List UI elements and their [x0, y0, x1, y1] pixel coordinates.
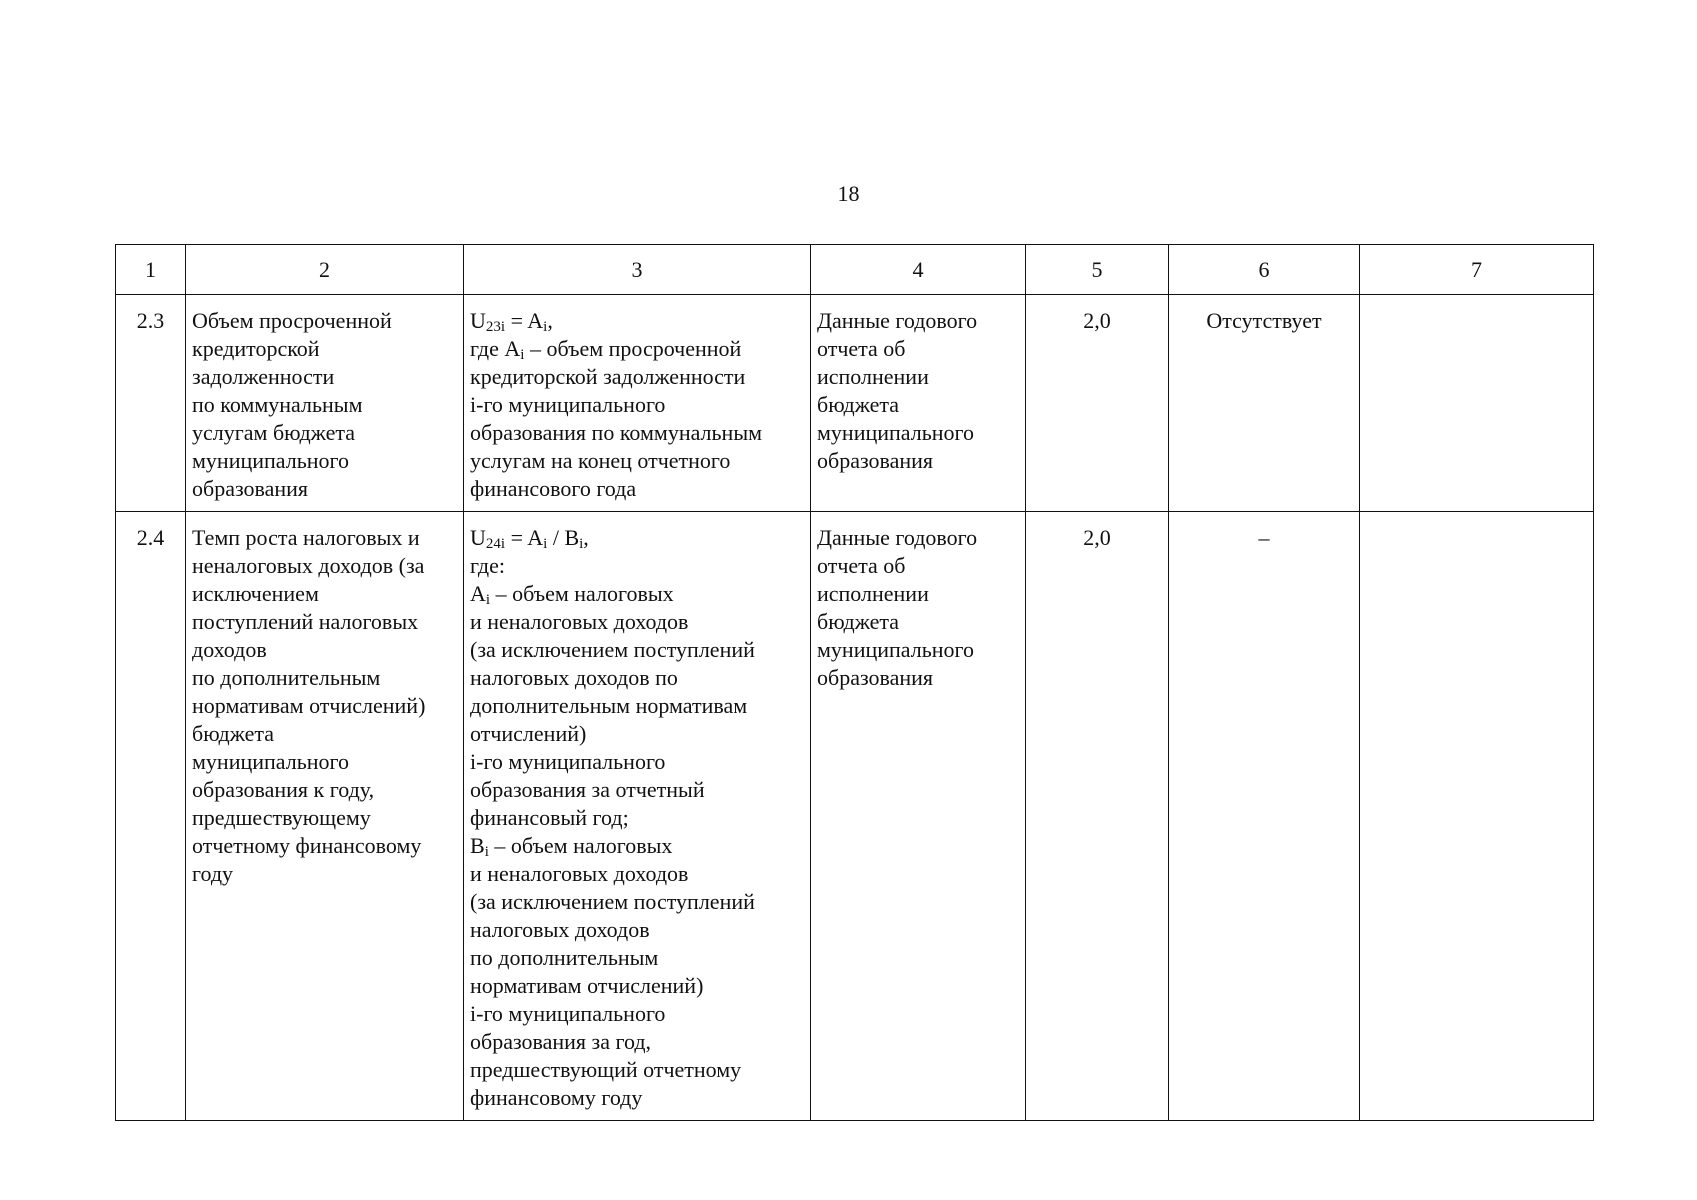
- text-line: кредиторской: [192, 336, 320, 361]
- text-line: поступлений налоговых: [192, 609, 419, 634]
- formula-symbol: B: [470, 833, 485, 858]
- formula-symbol: = A: [505, 525, 544, 550]
- header-cell-5: 5: [1026, 245, 1169, 295]
- formula-punct: ,: [583, 525, 589, 550]
- text-line: Темп роста налоговых и: [192, 525, 420, 550]
- column-7-value: [1360, 295, 1594, 512]
- formula-subscript: 24i: [485, 536, 506, 552]
- text-line: образования по коммунальным: [470, 420, 763, 445]
- text-line: исключением: [192, 581, 319, 606]
- text-line: отчетному финансовому: [192, 833, 422, 858]
- formula-subscript: i: [543, 319, 548, 335]
- text-line: услугам на конец отчетного: [470, 448, 731, 473]
- text-line: предшествующему: [192, 805, 371, 830]
- text-line: году: [192, 861, 234, 886]
- text-line: образования: [192, 476, 309, 501]
- text-line: образования к году,: [192, 777, 375, 802]
- formula-subscript: i: [543, 536, 548, 552]
- page-number: 18: [837, 181, 860, 206]
- formula-punct: ,: [547, 308, 553, 333]
- text-line: предшествующий отчетному: [470, 1057, 742, 1082]
- column-6-value: –: [1169, 512, 1360, 1121]
- header-cell-4: 4: [811, 245, 1026, 295]
- formula-line: [470, 524, 804, 552]
- text-line: и неналоговых доходов: [470, 861, 689, 886]
- text-line: бюджета: [192, 721, 275, 746]
- indicator-name: [186, 295, 464, 512]
- text-line: и неналоговых доходов: [470, 609, 689, 634]
- header-cell-6: 6: [1169, 245, 1360, 295]
- formula-subscript: i: [579, 536, 584, 552]
- text-line: исполнении: [817, 581, 929, 606]
- formula-text: где A: [470, 336, 521, 361]
- formula-symbol: = A: [505, 308, 544, 333]
- text-line: бюджета: [817, 392, 900, 417]
- formula-line: [470, 307, 804, 335]
- header-cell-7: 7: [1360, 245, 1594, 295]
- text-line: исполнении: [817, 364, 929, 389]
- data-source: [811, 295, 1026, 512]
- text-line: i-го муниципального: [470, 1001, 666, 1026]
- text-line: нормативам отчислений): [470, 973, 704, 998]
- text-line: финансового года: [470, 476, 637, 501]
- text-line: по дополнительным: [192, 665, 381, 690]
- formula-where-line: где:: [470, 553, 505, 578]
- text-line: образования за год,: [470, 1029, 652, 1054]
- formula-symbol: U: [470, 308, 486, 333]
- text-line: образования: [817, 665, 934, 690]
- table-header-row: [116, 245, 1594, 295]
- text-line: отчета об: [817, 336, 906, 361]
- text-line: по дополнительным: [470, 945, 659, 970]
- formula-subscript: i: [520, 347, 525, 363]
- text-line: муниципального: [817, 637, 975, 662]
- formula-cell: [464, 295, 811, 512]
- header-cell-3: 3: [464, 245, 811, 295]
- formula-definition-line: [470, 832, 804, 860]
- column-6-value: Отсутствует: [1169, 295, 1360, 512]
- formula-symbol: / B: [547, 525, 580, 550]
- text-line: образования за отчетный: [470, 777, 705, 802]
- text-line: (за исключением поступлений: [470, 889, 755, 914]
- text-line: налоговых доходов по: [470, 665, 678, 690]
- text-line: отчета об: [817, 553, 906, 578]
- formula-where-line: [470, 335, 804, 363]
- column-7-value: [1360, 512, 1594, 1121]
- text-line: муниципального: [192, 749, 350, 774]
- row-number: 2.4: [116, 512, 186, 1121]
- text-line: услугам бюджета: [192, 420, 355, 445]
- formula-symbol: A: [470, 581, 486, 606]
- text-line: i-го муниципального: [470, 392, 666, 417]
- weight-value: 2,0: [1026, 295, 1169, 512]
- formula-symbol: U: [470, 525, 486, 550]
- text-line: неналоговых доходов (за: [192, 553, 425, 578]
- text-line: по коммунальным: [192, 392, 363, 417]
- text-line: Объем просроченной: [192, 308, 392, 333]
- indicators-table: [115, 244, 1594, 1121]
- text-line: Данные годового: [817, 308, 978, 333]
- row-number: 2.3: [116, 295, 186, 512]
- header-cell-1: 1: [116, 245, 186, 295]
- text-line: i-го муниципального: [470, 749, 666, 774]
- text-line: кредиторской задолженности: [470, 364, 746, 389]
- header-cell-2: 2: [186, 245, 464, 295]
- text-line: муниципального: [192, 448, 350, 473]
- formula-cell: [464, 512, 811, 1121]
- formula-text: – объем просроченной: [524, 336, 742, 361]
- formula-text: – объем налоговых: [490, 581, 674, 606]
- formula-subscript: i: [484, 844, 489, 860]
- formula-subscript: 23i: [485, 319, 506, 335]
- text-line: финансовый год;: [470, 805, 629, 830]
- indicator-name: [186, 512, 464, 1121]
- formula-subscript: i: [485, 592, 491, 608]
- formula-definition-line: [470, 580, 804, 608]
- text-line: задолженности: [192, 364, 335, 389]
- table-row: [116, 295, 1594, 512]
- formula-text: – объем налоговых: [488, 833, 673, 858]
- weight-value: 2,0: [1026, 512, 1169, 1121]
- table-row: [116, 512, 1594, 1121]
- text-line: нормативам отчислений): [192, 693, 426, 718]
- text-line: дополнительным нормативам: [470, 693, 748, 718]
- text-line: финансовому году: [470, 1085, 643, 1110]
- text-line: бюджета: [817, 609, 900, 634]
- text-line: (за исключением поступлений: [470, 637, 755, 662]
- text-line: Данные годового: [817, 525, 978, 550]
- text-line: отчислений): [470, 721, 587, 746]
- text-line: налоговых доходов: [470, 917, 650, 942]
- data-source: [811, 512, 1026, 1121]
- text-line: образования: [817, 448, 934, 473]
- text-line: муниципального: [817, 420, 975, 445]
- text-line: доходов: [192, 637, 267, 662]
